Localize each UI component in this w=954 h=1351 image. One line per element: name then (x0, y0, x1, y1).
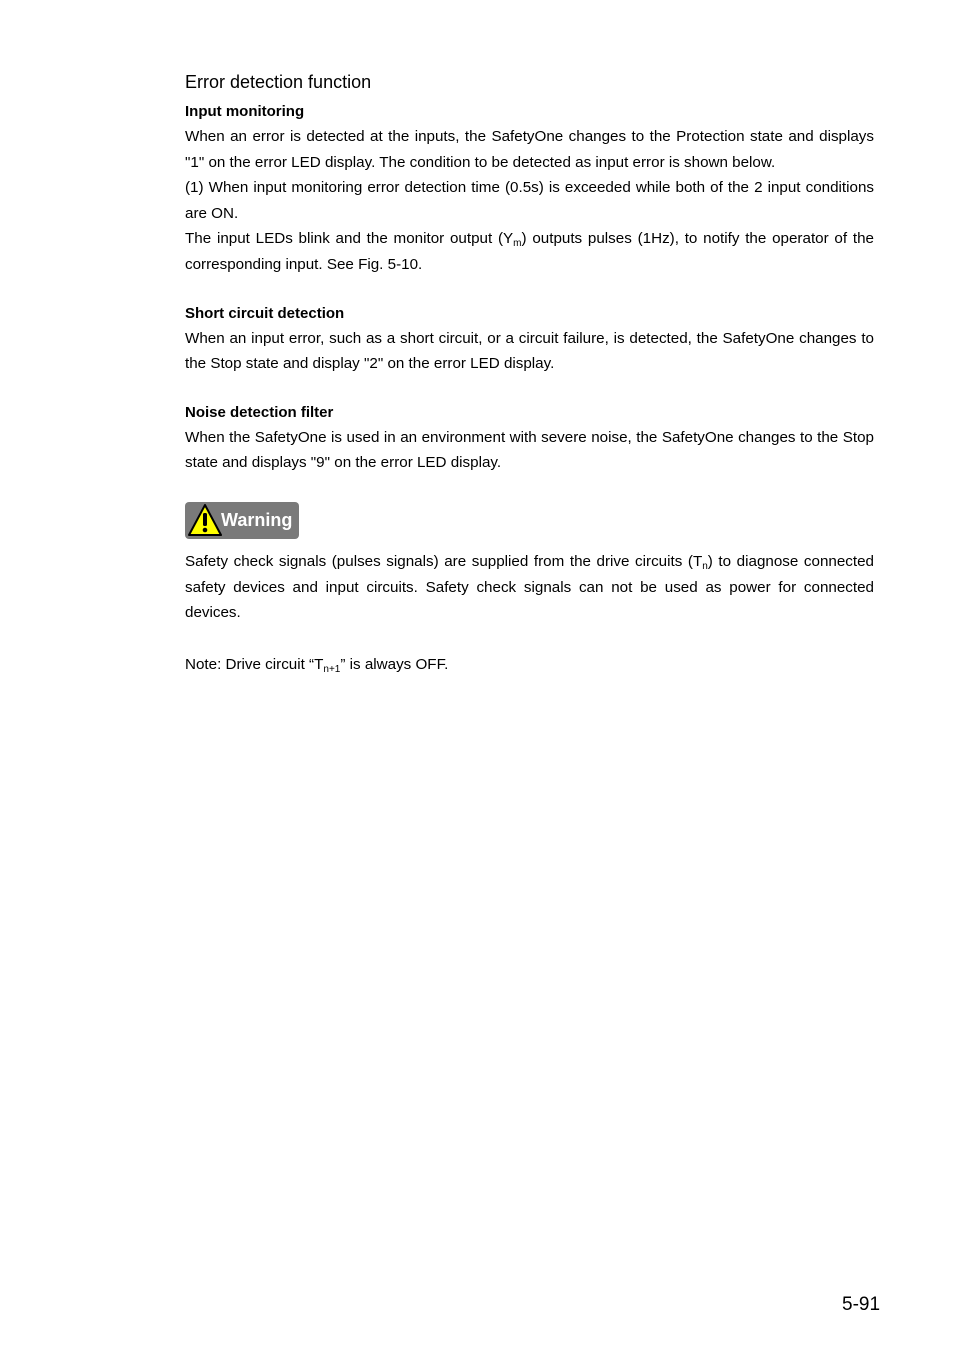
short-circuit-heading: Short circuit detection (185, 304, 345, 322)
page-number: 5-91 (842, 1294, 881, 1315)
warning-subscript: n (702, 560, 708, 572)
note-subscript: n+1 (323, 663, 341, 675)
short-circuit-paragraph: When an input error, such as a short circuit, or a circuit failure, is detected, the SafetyOne changes to the Stop state and display "2" on the error LED display. (185, 329, 874, 373)
note-text-b: ” is always OFF. (340, 655, 449, 673)
input-monitoring-p3-subscript: m (513, 238, 522, 250)
section-title: Error detection function (185, 72, 372, 92)
warning-text-a: Safety check signals (pulses signals) are supplied from the drive circuits (T (185, 552, 703, 570)
warning-triangle-icon (187, 503, 223, 537)
warning-label: Warning (221, 509, 293, 530)
page-content (185, 70, 874, 677)
warning-badge (185, 502, 299, 539)
input-monitoring-p3-text-b: ) outputs pulses (1Hz), to notify the operator of the corresponding input. See Fig. 5-10. (185, 230, 874, 273)
warning-paragraph (185, 549, 874, 626)
input-monitoring-p3-text-a: The input LEDs blink and the monitor output (Y (185, 230, 514, 248)
warning-text-b: ) to diagnose connected safety devices and input circuits. Safety check signals can not be used as power for connected devices. (185, 552, 875, 622)
note-paragraph (185, 652, 874, 678)
input-monitoring-heading: Input monitoring (185, 103, 305, 120)
noise-filter-heading: Noise detection filter (185, 403, 334, 421)
input-monitoring-paragraph-2: (1) When input monitoring error detection time (0.5s) is exceeded while both of the 2 input conditions are ON. (185, 179, 874, 222)
input-monitoring-paragraph-3 (185, 226, 874, 277)
note-text-a: Note: Drive circuit “T (185, 655, 324, 673)
input-monitoring-paragraph-1: When an error is detected at the inputs, the SafetyOne changes to the Protection state and displays "1" on the error LED display. The condition to be detected as input error is shown below. (185, 128, 874, 171)
noise-filter-paragraph: When the SafetyOne is used in an environment with severe noise, the SafetyOne changes to the Stop state and displays "9" on the error LED display. (185, 428, 874, 472)
